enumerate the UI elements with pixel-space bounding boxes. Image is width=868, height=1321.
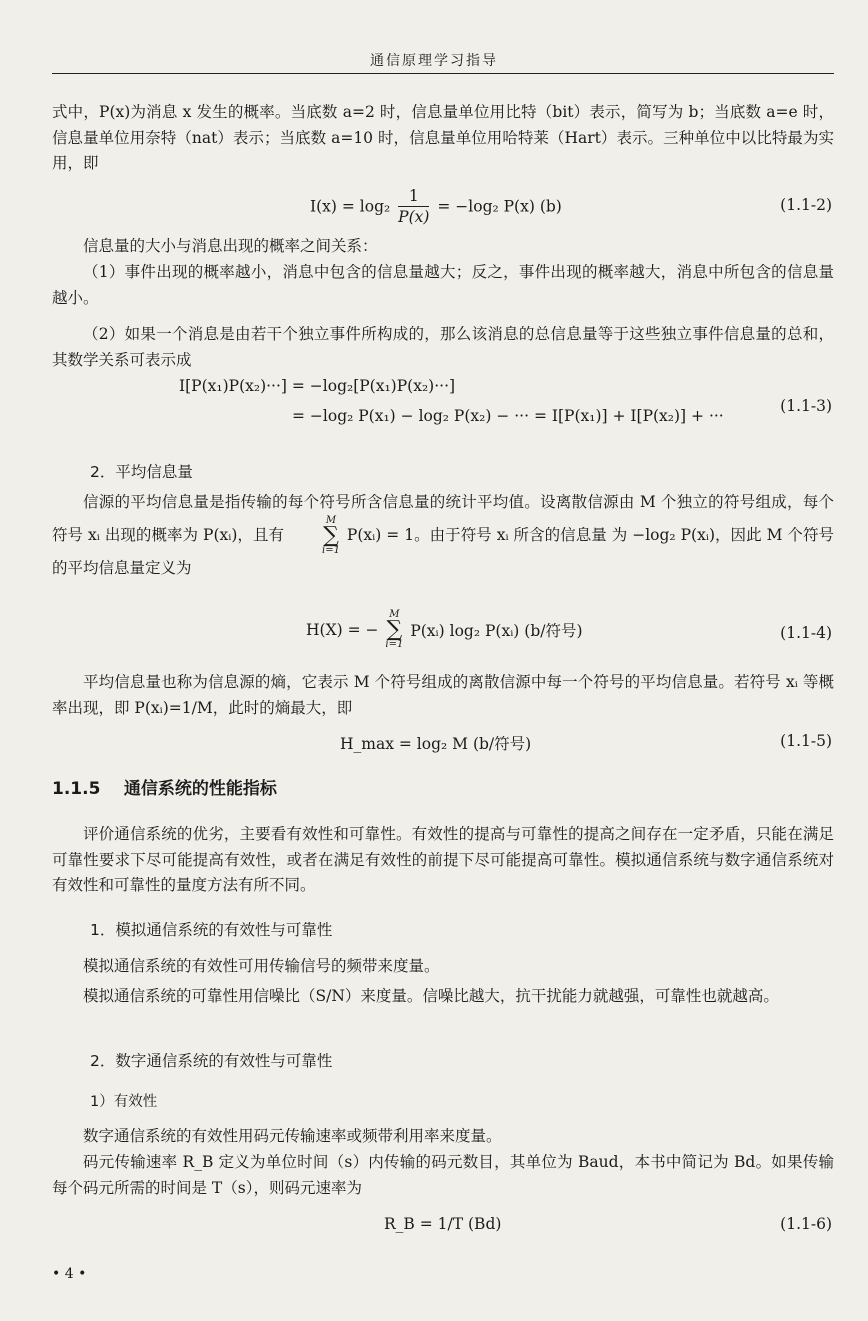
- subheading-digital-system: 2．数字通信系统的有效性与可靠性: [90, 1052, 333, 1070]
- paragraph-5: 信源的平均信息量是指传输的每个符号所含信息量的统计平均值。设离散信源由 M 个独立的符号组成，每个符号 xᵢ 出现的概率为 P(xᵢ)，且有 M ∑ i=1 P(xᵢ) = 1。由于符号 xᵢ 所含的信息量 为 −log₂ P(xᵢ)，因此 M 个符号的平均信息量定义为: [52, 493, 834, 577]
- paragraph-4: （2）如果一个消息是由若干个独立事件所构成的，那么该消息的总信息量等于这些独立事件信息量的总和，其数学关系可表示成: [52, 325, 834, 369]
- running-header: 通信原理学习指导: [370, 53, 498, 69]
- subheading-effectiveness: 1）有效性: [90, 1094, 158, 1110]
- paragraph-9: 模拟通信系统的可靠性用信噪比（S/N）来度量。信噪比越大，抗干扰能力就越强，可靠性也就越高。: [83, 987, 779, 1005]
- paragraph-11: 码元传输速率 R_B 定义为单位时间（s）内传输的码元数目，其单位为 Baud，本书中简记为 Bd。如果传输每个码元所需的时间是 T（s），则码元速率为: [52, 1153, 834, 1197]
- eq6-number: (1.1-6): [780, 1215, 832, 1233]
- subheading-average-information: 2．平均信息量: [90, 463, 193, 481]
- eq4-rhs: P(xᵢ) log₂ P(xᵢ) (b/符号): [410, 622, 583, 640]
- eq2-lhs: I(x) = log₂: [310, 197, 391, 216]
- paragraph-3: （1）事件出现的概率越小，消息中包含的信息量越大；反之，事件出现的概率越大，消息中所包含的信息量越小。: [52, 263, 834, 307]
- paragraph-2: 信息量的大小与消息出现的概率之间关系：: [83, 237, 378, 255]
- paragraph-7: 评价通信系统的优劣，主要看有效性和可靠性。有效性的提高与可靠性的提高之间存在一定矛盾，只能在满足可靠性要求下尽可能提高有效性，或者在满足有效性的前提下尽可能提高可靠性。模拟通信系统与数字通信系统对有效性和可靠性的量度方法有所不同。: [52, 825, 834, 894]
- eq4-lhs: H(X) = −: [306, 621, 379, 639]
- paragraph-6: 平均信息量也称为信息源的熵，它表示 M 个符号组成的离散信源中每一个符号的平均信息量。若符号 xᵢ 等概率出现，即 P(xᵢ)=1/M，此时的熵最大，即: [52, 673, 834, 717]
- subheading-analog-system: 1．模拟通信系统的有效性与可靠性: [90, 921, 333, 939]
- header-rule: [52, 73, 834, 74]
- eq6-body: R_B = 1/T (Bd): [384, 1215, 502, 1233]
- eq3-line1: I[P(x₁)P(x₂)···] = −log₂[P(x₁)P(x₂)···]: [179, 377, 456, 395]
- eq3-number: (1.1-3): [780, 397, 832, 415]
- page-number: • 4 •: [52, 1266, 87, 1282]
- eq5-number: (1.1-5): [780, 732, 832, 750]
- eq5-body: H_max = log₂ M (b/符号): [340, 735, 532, 753]
- section-heading: 1.1.5 通信系统的性能指标: [52, 779, 277, 799]
- eq4-number: (1.1-4): [780, 624, 832, 642]
- eq3-line2: = −log₂ P(x₁) − log₂ P(x₂) − ··· = I[P(x₁)] + I[P(x₂)] + ···: [292, 407, 724, 425]
- paragraph-8: 模拟通信系统的有效性可用传输信号的频带来度量。: [83, 957, 440, 975]
- sum-symbol: M ∑ i=1: [322, 514, 340, 556]
- eq4-sum-symbol: M ∑ i=1: [385, 609, 404, 650]
- eq2-rhs: = −log₂ P(x) (b): [437, 197, 562, 216]
- eq2-number: (1.1-2): [780, 196, 832, 214]
- paragraph-1: 式中，P(x)为消息 x 发生的概率。当底数 a=2 时，信息量单位用比特（bit）表示，简写为 b；当底数 a=e 时，信息量单位用奈特（nat）表示；当底数 a=10 时，信息量单位用哈特莱（Hart）表示。三种单位中以比特最为实用，即: [52, 103, 834, 172]
- eq2-fraction: $\frac{1}{P(x)}$: [398, 187, 430, 226]
- paragraph-10: 数字通信系统的有效性用码元传输速率或频带利用率来度量。: [83, 1127, 502, 1145]
